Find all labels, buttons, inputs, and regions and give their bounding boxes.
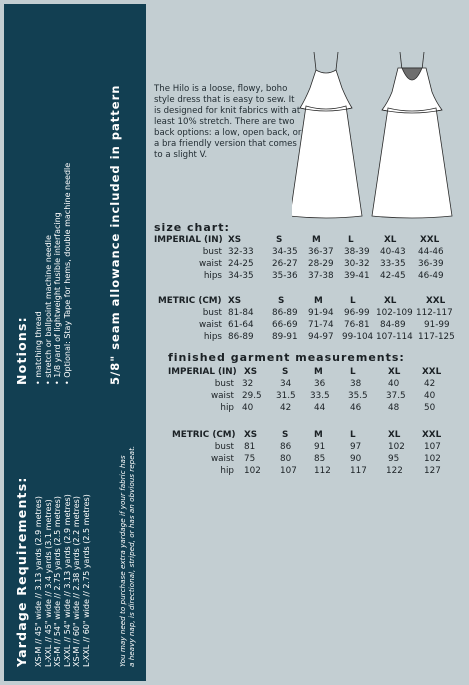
seam-allowance-note: 5/8" seam allowance included in pattern: [108, 84, 122, 385]
table-cell: 26-27: [272, 259, 298, 269]
unit-label: METRIC (CM): [172, 430, 236, 440]
size-header: XS: [244, 430, 258, 440]
table-cell: 36-39: [418, 259, 444, 269]
table-cell: 81: [244, 442, 256, 452]
size-header: M: [314, 430, 323, 440]
table-cell: 32: [242, 379, 254, 389]
table-cell: 86-89: [228, 332, 254, 342]
requirements-panel: [4, 4, 146, 681]
table-row: [162, 442, 462, 454]
table-cell: 37-38: [308, 271, 334, 281]
size-chart-imperial: [154, 235, 459, 283]
yardage-line: L-XXL // 60" wide // 2.75 yards (2.5 metres): [81, 494, 91, 667]
table-cell: 44-46: [418, 247, 444, 257]
table-cell: 39-41: [344, 271, 370, 281]
table-cell: 97: [350, 442, 362, 452]
table-cell: 61-64: [228, 320, 254, 330]
yardage-line: XS-M // 45" wide // 3.13 yards (2.9 metres): [34, 496, 43, 667]
table-row: [162, 403, 462, 415]
table-row: [154, 308, 459, 320]
row-label: bust: [214, 442, 234, 452]
table-row: [162, 454, 462, 466]
yardage-line: L-XXL // 54" wide // 3.13 yards (2.9 metres): [62, 494, 72, 667]
table-cell: 40: [242, 403, 254, 413]
table-cell: 30-32: [344, 259, 370, 269]
table-cell: 66-69: [272, 320, 298, 330]
table-cell: 94-97: [308, 332, 334, 342]
finished-metric: [162, 430, 462, 478]
table-cell: 96-99: [344, 308, 370, 318]
table-cell: 46: [350, 403, 362, 413]
table-cell: 40: [424, 391, 436, 401]
table-cell: 102-109: [376, 308, 413, 318]
table-cell: 46-49: [418, 271, 444, 281]
notions: [14, 15, 72, 385]
table-cell: 33.5: [310, 391, 330, 401]
table-row: [154, 320, 459, 332]
size-header: S: [282, 367, 289, 377]
table-cell: 40: [388, 379, 400, 389]
back-view-dress: [372, 52, 452, 218]
unit-label: IMPERIAL (IN): [168, 367, 237, 377]
size-header: M: [312, 235, 321, 245]
table-cell: 85: [314, 454, 326, 464]
table-cell: 107: [424, 442, 441, 452]
table-header-row: [154, 296, 459, 308]
table-cell: 48: [388, 403, 400, 413]
table-cell: 35.5: [348, 391, 368, 401]
table-cell: 102: [424, 454, 441, 464]
yardage-note-line: a heavy nap, is directional, striped, or has an obvious repeat.: [127, 445, 136, 667]
table-cell: 107-114: [376, 332, 413, 342]
size-header: M: [314, 367, 323, 377]
table-cell: 37.5: [386, 391, 406, 401]
size-header: XS: [228, 296, 242, 306]
table-cell: 34: [280, 379, 292, 389]
table-cell: 35-36: [272, 271, 298, 281]
table-header-row: [154, 235, 459, 247]
row-label: waist: [198, 320, 222, 330]
table-cell: 42: [280, 403, 292, 413]
size-header: S: [276, 235, 283, 245]
table-cell: 33-35: [380, 259, 406, 269]
table-cell: 42: [424, 379, 436, 389]
table-cell: 80: [280, 454, 292, 464]
table-cell: 122: [386, 466, 403, 476]
notion-item: • 1/8 yard of lightweight fusible interfacing: [53, 212, 62, 385]
table-cell: 71-74: [308, 320, 334, 330]
table-cell: 102: [244, 466, 261, 476]
table-row: [154, 332, 459, 344]
row-label: waist: [210, 454, 234, 464]
table-cell: 112-117: [416, 308, 453, 318]
size-header: L: [350, 296, 356, 306]
size-header: L: [348, 235, 354, 245]
row-label: hip: [220, 403, 234, 413]
table-cell: 81-84: [228, 308, 254, 318]
table-cell: 102: [388, 442, 405, 452]
table-cell: 95: [388, 454, 400, 464]
size-header: S: [282, 430, 289, 440]
size-header: S: [278, 296, 285, 306]
table-cell: 91: [314, 442, 326, 452]
dress-illustration: [292, 48, 462, 220]
table-row: [154, 271, 459, 283]
size-header: XL: [384, 296, 397, 306]
table-cell: 50: [424, 403, 436, 413]
table-cell: 31.5: [276, 391, 296, 401]
yardage-line: XS-M // 54" wide // 2.75 yards (2.5 metres): [53, 496, 62, 667]
table-cell: 91-94: [308, 308, 334, 318]
finished-imperial: [162, 367, 462, 415]
rotated-panel-content: [4, 4, 146, 681]
table-row: [162, 466, 462, 478]
size-header: XXL: [422, 367, 442, 377]
notion-item: • stretch or ballpoint machine needle: [43, 235, 53, 385]
table-cell: 127: [424, 466, 441, 476]
table-cell: 44: [314, 403, 326, 413]
yardage-line: L-XXL // 45" wide // 3.4 yards (3.1 metres): [43, 499, 53, 667]
row-label: hips: [203, 271, 222, 281]
size-header: XXL: [420, 235, 440, 245]
row-label: bust: [214, 379, 234, 389]
size-header: XXL: [422, 430, 442, 440]
row-label: hip: [220, 466, 234, 476]
table-cell: 76-81: [344, 320, 370, 330]
table-header-row: [162, 430, 462, 442]
size-header: XXL: [426, 296, 446, 306]
size-chart-metric: [154, 296, 459, 344]
yardage-heading: Yardage Requirements:: [14, 476, 29, 667]
table-cell: 24-25: [228, 259, 254, 269]
table-cell: 112: [314, 466, 331, 476]
yardage-note: [118, 367, 136, 667]
table-cell: 117-125: [418, 332, 455, 342]
row-label: waist: [210, 391, 234, 401]
table-cell: 99-104: [342, 332, 374, 342]
front-view-dress: [292, 52, 362, 218]
table-cell: 28-29: [308, 259, 334, 269]
table-cell: 75: [244, 454, 256, 464]
size-header: XS: [228, 235, 242, 245]
table-cell: 36: [314, 379, 326, 389]
yardage-line: XS-M // 60" wide // 2.38 yards (2.2 metres): [72, 496, 81, 667]
size-header: XL: [388, 367, 401, 377]
yardage-note-line: You may need to purchase extra yardage if your fabric has: [118, 455, 127, 667]
table-cell: 91-99: [424, 320, 450, 330]
table-cell: 36-37: [308, 247, 334, 257]
row-label: waist: [198, 259, 222, 269]
row-label: bust: [202, 247, 222, 257]
table-cell: 34-35: [272, 247, 298, 257]
table-cell: 117: [350, 466, 367, 476]
table-row: [162, 379, 462, 391]
table-cell: 40-43: [380, 247, 406, 257]
table-cell: 86-89: [272, 308, 298, 318]
notions-heading: Notions:: [14, 316, 29, 385]
size-header: L: [350, 367, 356, 377]
size-header: XL: [384, 235, 397, 245]
finished-measurements-title: finished garment measurements:: [168, 351, 405, 364]
row-label: bust: [202, 308, 222, 318]
yardage-requirements: [14, 367, 91, 667]
size-header: XS: [244, 367, 258, 377]
notion-item: • matching thread: [34, 311, 43, 385]
unit-label: METRIC (CM): [158, 296, 222, 306]
row-label: hips: [203, 332, 222, 342]
table-cell: 84-89: [380, 320, 406, 330]
table-cell: 32-33: [228, 247, 254, 257]
table-cell: 89-91: [272, 332, 298, 342]
table-header-row: [162, 367, 462, 379]
table-cell: 29.5: [242, 391, 262, 401]
table-row: [154, 247, 459, 259]
size-header: L: [350, 430, 356, 440]
size-header: M: [314, 296, 323, 306]
table-cell: 86: [280, 442, 292, 452]
table-row: [162, 391, 462, 403]
size-chart-title: size chart:: [154, 221, 230, 234]
unit-label: IMPERIAL (IN): [154, 235, 223, 245]
table-row: [154, 259, 459, 271]
dress-description: The Hilo is a loose, flowy, boho style dress that is easy to sew. It is designed for knit fabrics with at least 10% stretch. There are two back options: a low, open back, or a bra friendly version that comes to a slight V.: [154, 84, 302, 160]
table-cell: 38-39: [344, 247, 370, 257]
table-cell: 38: [350, 379, 362, 389]
size-header: XL: [388, 430, 401, 440]
table-cell: 34-35: [228, 271, 254, 281]
table-cell: 42-45: [380, 271, 406, 281]
notion-item: • Optional: Stay Tape for hems, double machine needle: [62, 162, 72, 385]
table-cell: 90: [350, 454, 362, 464]
table-cell: 107: [280, 466, 297, 476]
